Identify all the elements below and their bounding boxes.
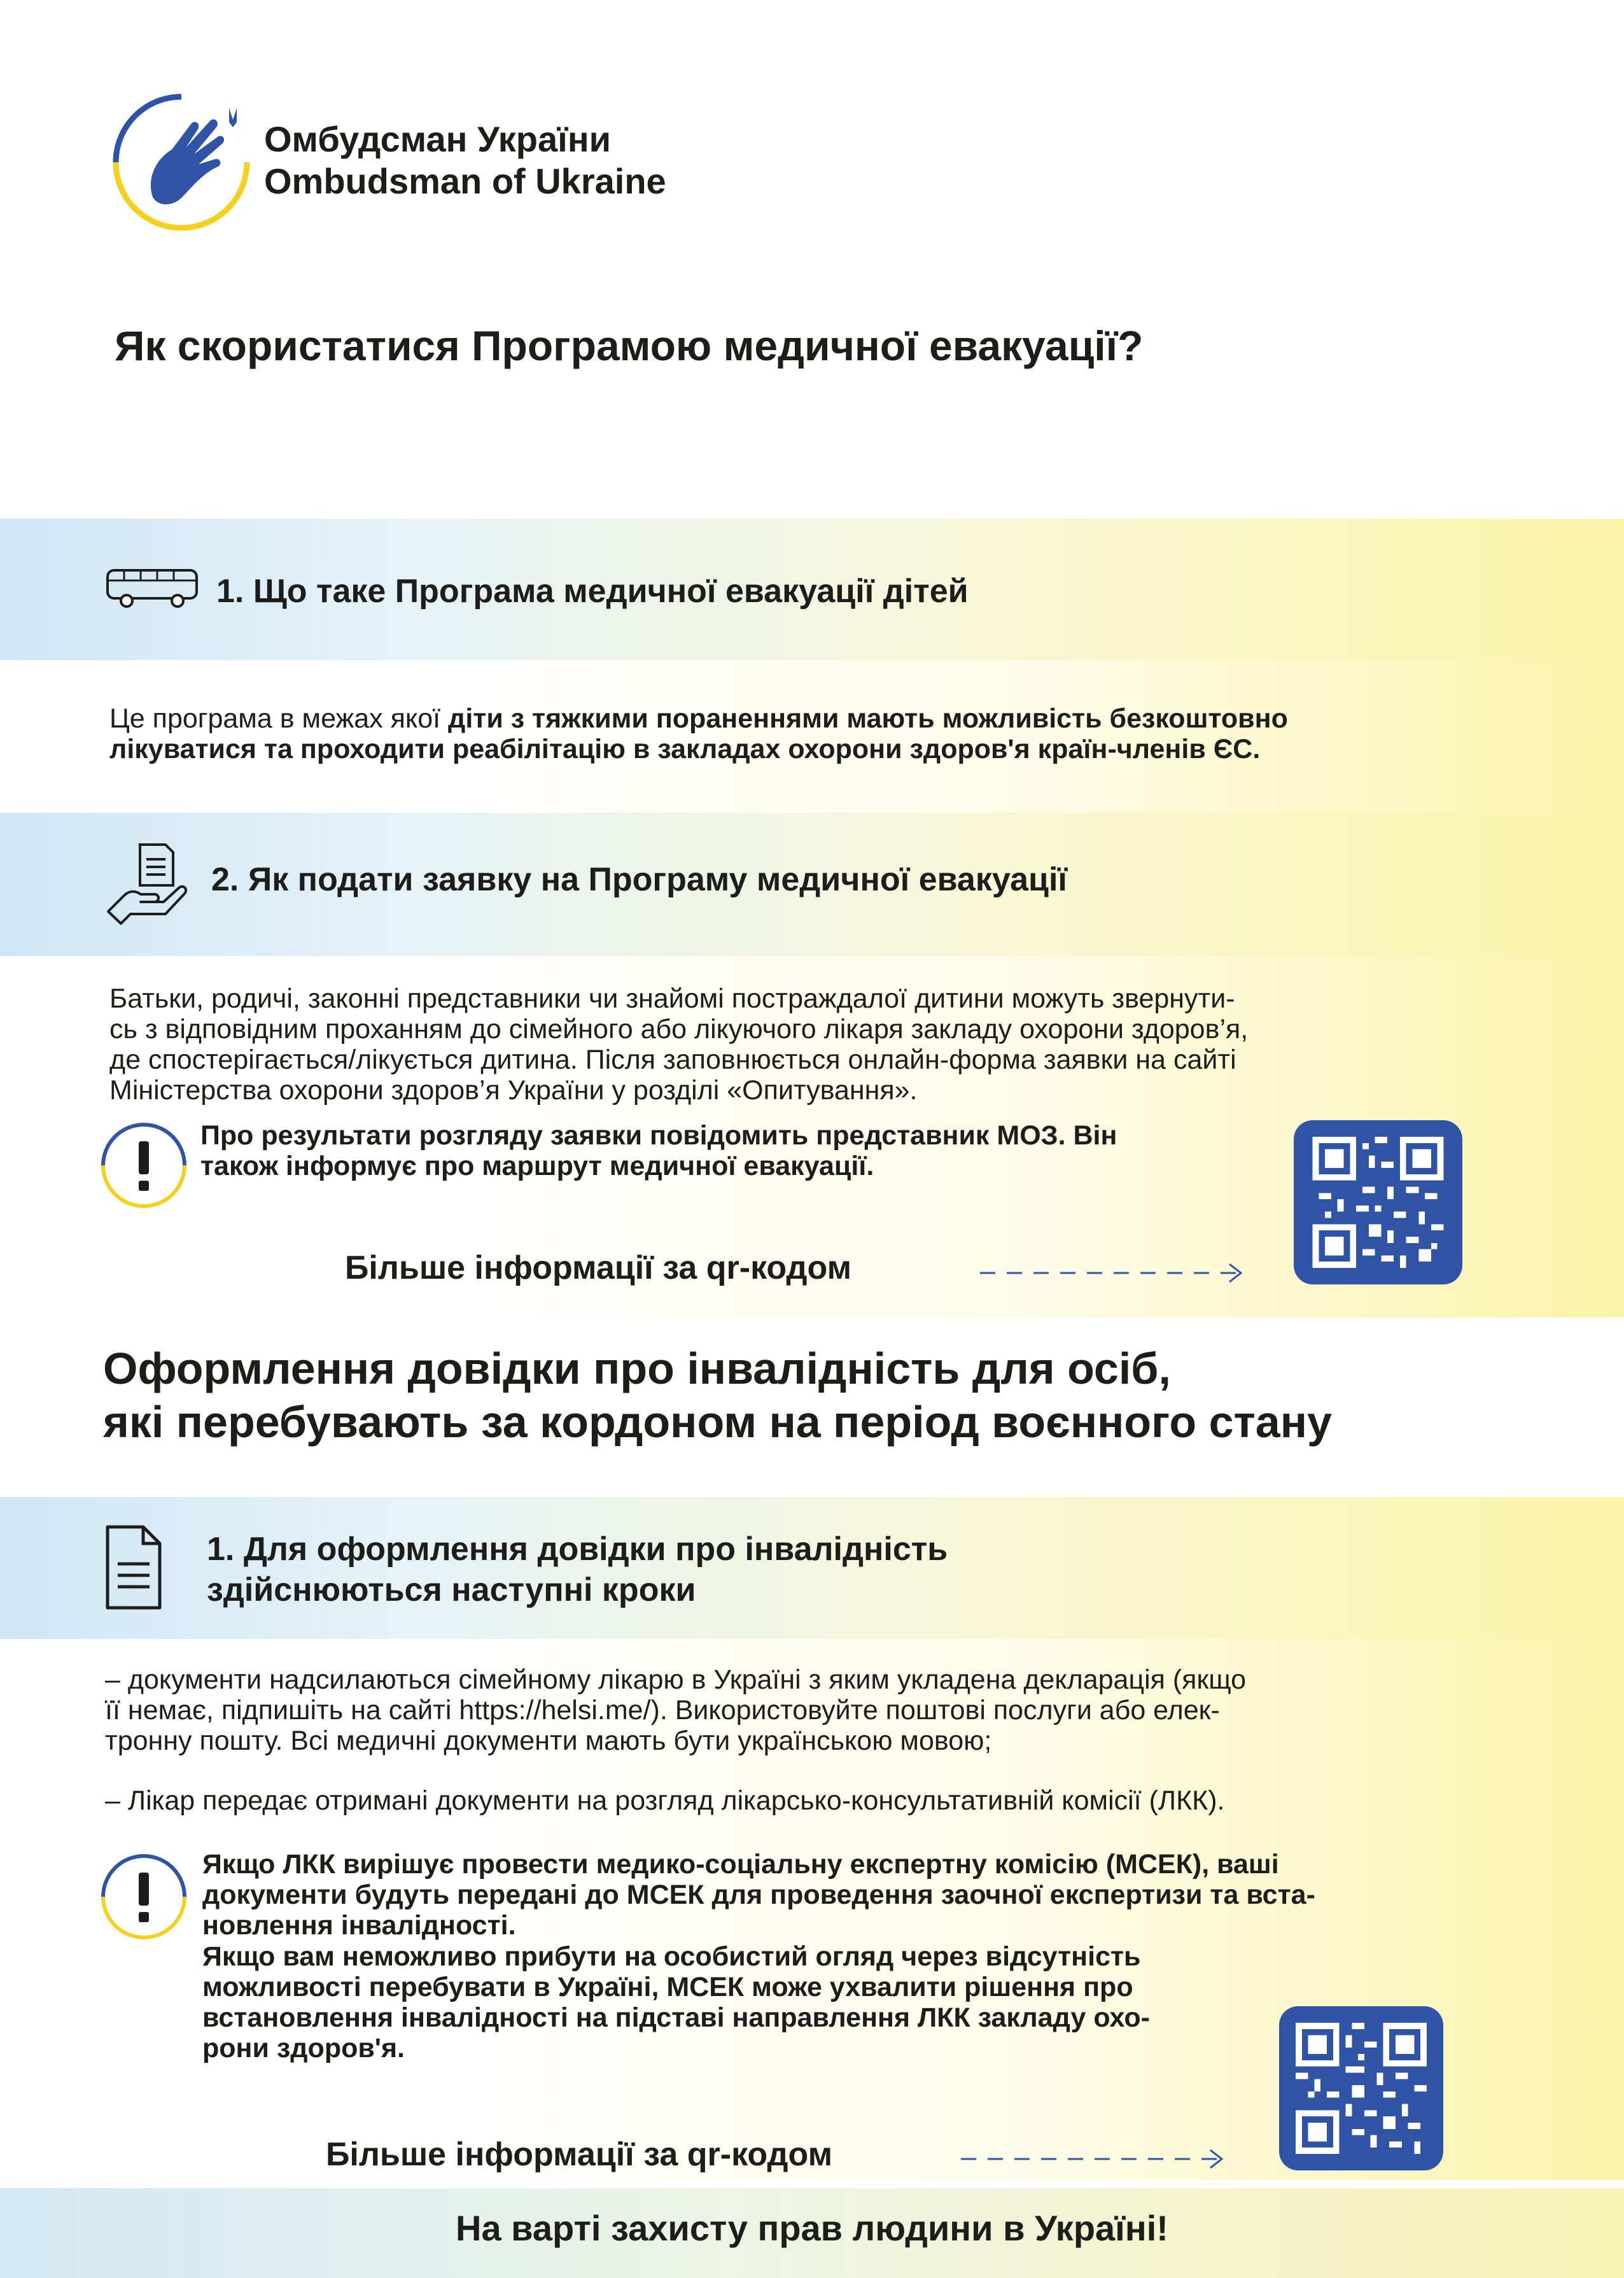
bus-icon — [105, 566, 200, 614]
logo — [108, 89, 255, 236]
ombudsman-logo-icon — [108, 89, 255, 236]
section1-title: 1. Що таке Програма медичної евакуації дітей — [216, 573, 969, 610]
qr-code-2[interactable] — [1279, 2006, 1443, 2170]
hand-document-icon — [105, 841, 191, 931]
section2-text: Батьки, родичі, законні представники чи знайомі постраждалої дитини можуть звернути- сь з відповідним проханням до сімейного або лікуючого лікаря закладу охорони здоров’я, де спостерігається/лікується дитина. Після заповнюється онлайн-форма заявки на сайті Міністерства охорони здоров’я України у розділі «Опитування». — [109, 983, 1249, 1106]
qr-code-image — [1296, 2023, 1427, 2154]
section3-bullet1: – документи надсилаються сімейному лікарю в Україні з яким укладена декларація (якщо її немає, підпишіть на сайті https://helsi.me/). Використовуйте поштові послуги або елек- тронну пошту. Всі медичні документи мають бути українською мовою; — [105, 1664, 1247, 1756]
qr-code-image — [1310, 1137, 1446, 1268]
brand-name-en: Ombudsman of Ukraine — [264, 161, 666, 201]
section2-title: 2. Як подати заявку на Програму медичної евакуації — [211, 861, 1068, 898]
brand-name-uk: Омбудсман України — [264, 119, 612, 159]
dashed-arrow-icon — [980, 1260, 1247, 1289]
section3-notice1: Якщо ЛКК вирішує провести медико-соціальну експертну комісію (МСЕК), ваші документи будуть передані до МСЕК для проведення заочної експертизи та вста- новлення інвалідності. — [202, 1849, 1315, 1941]
dashed-arrow-icon — [961, 2146, 1228, 2175]
page-title: Як скористатися Програмою медичної евакуації? — [115, 322, 1144, 369]
warning-icon — [101, 1853, 187, 1943]
footer-slogan: На варті захисту прав людини в Україні! — [456, 2208, 1168, 2248]
section3-title: 1. Для оформлення довідки про інвалідність здійснюються наступні кроки — [207, 1531, 948, 1608]
disability-section-title: Оформлення довідки про інвалідність для осіб, які перебувають за кордоном на період воєнного стану — [103, 1344, 1332, 1447]
section2-more-info[interactable]: Більше інформації за qr-кодом — [345, 1249, 852, 1286]
document-icon — [105, 1524, 162, 1614]
section3-more-info[interactable]: Більше інформації за qr-кодом — [326, 2136, 833, 2173]
section2-notice: Про результати розгляду заявки повідомить представник МОЗ. Він також інформує про маршрут медичної евакуації. — [200, 1120, 1117, 1181]
section1-text: Це програма в межах якої діти з тяжкими пораненнями мають можливість безкоштовно лікуватися та проходити реабілітацію в закладах охорони здоров'я країн-членів ЄС. — [109, 703, 1288, 764]
section3-bullet2: – Лікар передає отримані документи на розгляд лікарсько-консультативній комісії (ЛКК). — [105, 1785, 1225, 1816]
qr-code-1[interactable] — [1294, 1120, 1462, 1284]
section3-notice2: Якщо вам неможливо прибути на особистий огляд через відсутність можливості перебувати в Україні, МСЕК може ухвалити рішення про встановлення інвалідності на підставі направлення ЛКК закладу охо- рони здоров'я. — [202, 1941, 1150, 2064]
warning-icon — [101, 1122, 187, 1212]
